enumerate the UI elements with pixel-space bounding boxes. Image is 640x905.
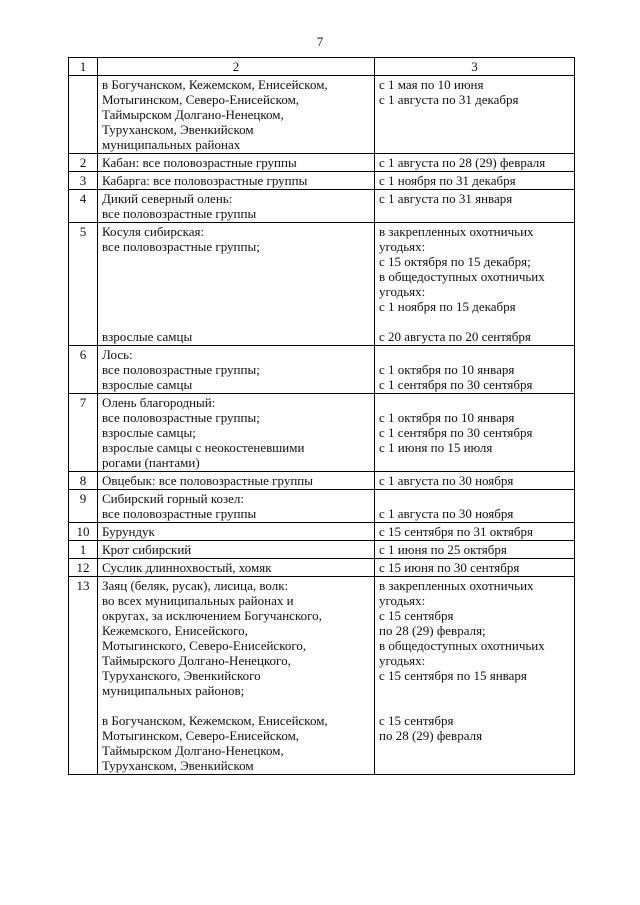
period-line: с 1 сентября по 30 сентября	[379, 425, 533, 440]
period-line: с 15 октября по 15 декабря;	[379, 254, 531, 269]
period-cell	[375, 223, 575, 346]
row-number: 6	[69, 346, 98, 394]
species-line: во всех муниципальных районах и	[102, 593, 294, 608]
row-number: 4	[69, 190, 98, 223]
period-cell	[375, 172, 575, 190]
species-line: Таймырского Долгано-Ненецкого,	[102, 653, 291, 668]
table-row	[69, 223, 575, 346]
species-line: Туруханском, Эвенкийском	[102, 758, 254, 773]
period-line: с 15 сентября по 15 января	[379, 668, 527, 683]
species-line: Таймырском Долгано-Ненецком,	[102, 107, 284, 122]
table-row	[69, 154, 575, 172]
table-row	[69, 76, 575, 154]
species-line	[102, 314, 370, 329]
table-row	[69, 394, 575, 472]
period-line: с 20 августа по 20 сентября	[379, 329, 531, 344]
period-line	[379, 347, 570, 362]
table-row	[69, 172, 575, 190]
table-row	[69, 559, 575, 577]
period-cell	[375, 76, 575, 154]
period-cell	[375, 394, 575, 472]
row-number: 8	[69, 472, 98, 490]
species-line: взрослые самцы;	[102, 425, 196, 440]
period-line: с 1 мая по 10 июня	[379, 77, 484, 92]
species-line: Мотыгинском, Северо-Енисейском,	[102, 728, 300, 743]
period-cell	[375, 541, 575, 559]
species-line: Таймырском Долгано-Ненецком,	[102, 743, 284, 758]
species-line: муниципальных районов;	[102, 683, 245, 698]
species-line	[102, 284, 370, 299]
species-line: Сибирский горный козел:	[102, 491, 245, 506]
table-row	[69, 346, 575, 394]
page-number: 7	[316, 34, 324, 49]
species-line: Туруханском, Эвенкийском	[102, 122, 254, 137]
species-cell	[98, 76, 375, 154]
species-line: взрослые самцы	[102, 329, 193, 344]
species-line: Бурундук	[102, 524, 155, 539]
period-line: в закрепленных охотничьих	[379, 224, 534, 239]
hunting-seasons-table	[68, 57, 575, 775]
species-cell	[98, 541, 375, 559]
period-line: с 1 августа по 31 декабря	[379, 92, 519, 107]
table-row	[69, 541, 575, 559]
column-header-3: 3	[375, 58, 575, 76]
table-row	[69, 523, 575, 541]
period-line: с 1 августа по 30 ноября	[379, 473, 514, 488]
row-number	[69, 76, 98, 154]
period-cell	[375, 346, 575, 394]
species-line: взрослые самцы с неокостеневшими	[102, 440, 305, 455]
species-line: Туруханского, Эвенкийского	[102, 668, 261, 683]
table-header-row	[69, 58, 575, 76]
period-cell	[375, 472, 575, 490]
species-line: рогами (пантами)	[102, 455, 200, 470]
period-line	[379, 698, 570, 713]
period-line: с 1 августа по 31 января	[379, 191, 513, 206]
period-cell	[375, 523, 575, 541]
species-line: все половозрастные группы	[102, 206, 257, 221]
period-line: в общедоступных охотничьих	[379, 638, 545, 653]
row-number: 2	[69, 154, 98, 172]
row-number: 12	[69, 559, 98, 577]
period-line	[379, 314, 570, 329]
period-line: в закрепленных охотничьих	[379, 578, 534, 593]
species-line: Мотыгинском, Северо-Енисейском,	[102, 92, 300, 107]
species-cell	[98, 346, 375, 394]
row-number: 7	[69, 394, 98, 472]
period-line: с 1 октября по 10 января	[379, 362, 515, 377]
species-line: Лось:	[102, 347, 133, 362]
period-line: с 1 ноября по 31 декабря	[379, 173, 516, 188]
row-number: 5	[69, 223, 98, 346]
period-line: с 1 июня по 15 июля	[379, 440, 493, 455]
species-line	[102, 698, 370, 713]
period-line: с 15 сентября по 31 октября	[379, 524, 533, 539]
species-line: взрослые самцы	[102, 377, 193, 392]
row-number: 9	[69, 490, 98, 523]
period-line: по 28 (29) февраля	[379, 728, 483, 743]
species-line: Овцебык: все половозрастные группы	[102, 473, 313, 488]
species-cell	[98, 172, 375, 190]
row-number: 3	[69, 172, 98, 190]
species-cell	[98, 523, 375, 541]
period-line: с 15 июня по 30 сентября	[379, 560, 520, 575]
period-line: по 28 (29) февраля;	[379, 623, 486, 638]
period-cell	[375, 190, 575, 223]
period-line: с 1 сентября по 30 сентября	[379, 377, 533, 392]
species-line: Олень благородный:	[102, 395, 216, 410]
period-line	[379, 395, 570, 410]
species-line	[102, 299, 370, 314]
species-line: в Богучанском, Кежемском, Енисейском,	[102, 713, 328, 728]
species-line	[102, 254, 370, 269]
species-cell	[98, 559, 375, 577]
table-row	[69, 472, 575, 490]
period-line: с 1 ноября по 15 декабря	[379, 299, 516, 314]
species-cell	[98, 154, 375, 172]
row-number: 1	[69, 541, 98, 559]
species-cell	[98, 190, 375, 223]
species-cell	[98, 223, 375, 346]
species-cell	[98, 472, 375, 490]
species-line: Кабарга: все половозрастные группы	[102, 173, 308, 188]
period-line: угодьях:	[379, 284, 426, 299]
period-line: угодьях:	[379, 239, 426, 254]
period-line: угодьях:	[379, 653, 426, 668]
column-header-1: 1	[69, 58, 98, 76]
period-line: с 15 сентября	[379, 608, 454, 623]
row-number: 13	[69, 577, 98, 775]
table-row	[69, 490, 575, 523]
period-line: с 1 октября по 10 января	[379, 410, 515, 425]
period-line: с 1 августа по 28 (29) февраля	[379, 155, 546, 170]
species-cell	[98, 490, 375, 523]
species-line: Кежемского, Енисейского,	[102, 623, 248, 638]
species-line: муниципальных районах	[102, 137, 241, 152]
species-line: Мотыгинского, Северо-Енисейского,	[102, 638, 307, 653]
row-number: 10	[69, 523, 98, 541]
species-line: Крот сибирский	[102, 542, 192, 557]
species-line: Суслик длиннохвостый, хомяк	[102, 560, 272, 575]
column-header-2: 2	[98, 58, 375, 76]
species-cell	[98, 577, 375, 775]
species-line: все половозрастные группы;	[102, 410, 260, 425]
species-line: округах, за исключением Богучанского,	[102, 608, 322, 623]
period-line	[379, 491, 570, 506]
period-cell	[375, 490, 575, 523]
period-line	[379, 683, 570, 698]
period-line: в общедоступных охотничьих	[379, 269, 545, 284]
species-line: все половозрастные группы;	[102, 362, 260, 377]
species-line	[102, 269, 370, 284]
species-line: все половозрастные группы;	[102, 239, 260, 254]
species-line: Дикий северный олень:	[102, 191, 233, 206]
period-cell	[375, 559, 575, 577]
table-row	[69, 577, 575, 775]
period-line: с 1 августа по 30 ноября	[379, 506, 514, 521]
period-cell	[375, 577, 575, 775]
period-line: с 1 июня по 25 октября	[379, 542, 507, 557]
species-line: Косуля сибирская:	[102, 224, 205, 239]
period-line: с 15 сентября	[379, 713, 454, 728]
species-line: Кабан: все половозрастные группы	[102, 155, 297, 170]
species-cell	[98, 394, 375, 472]
period-line: угодьях:	[379, 593, 426, 608]
period-cell	[375, 154, 575, 172]
species-line: в Богучанском, Кежемском, Енисейском,	[102, 77, 328, 92]
species-line: все половозрастные группы	[102, 506, 257, 521]
species-line: Заяц (беляк, русак), лисица, волк:	[102, 578, 289, 593]
table-row	[69, 190, 575, 223]
